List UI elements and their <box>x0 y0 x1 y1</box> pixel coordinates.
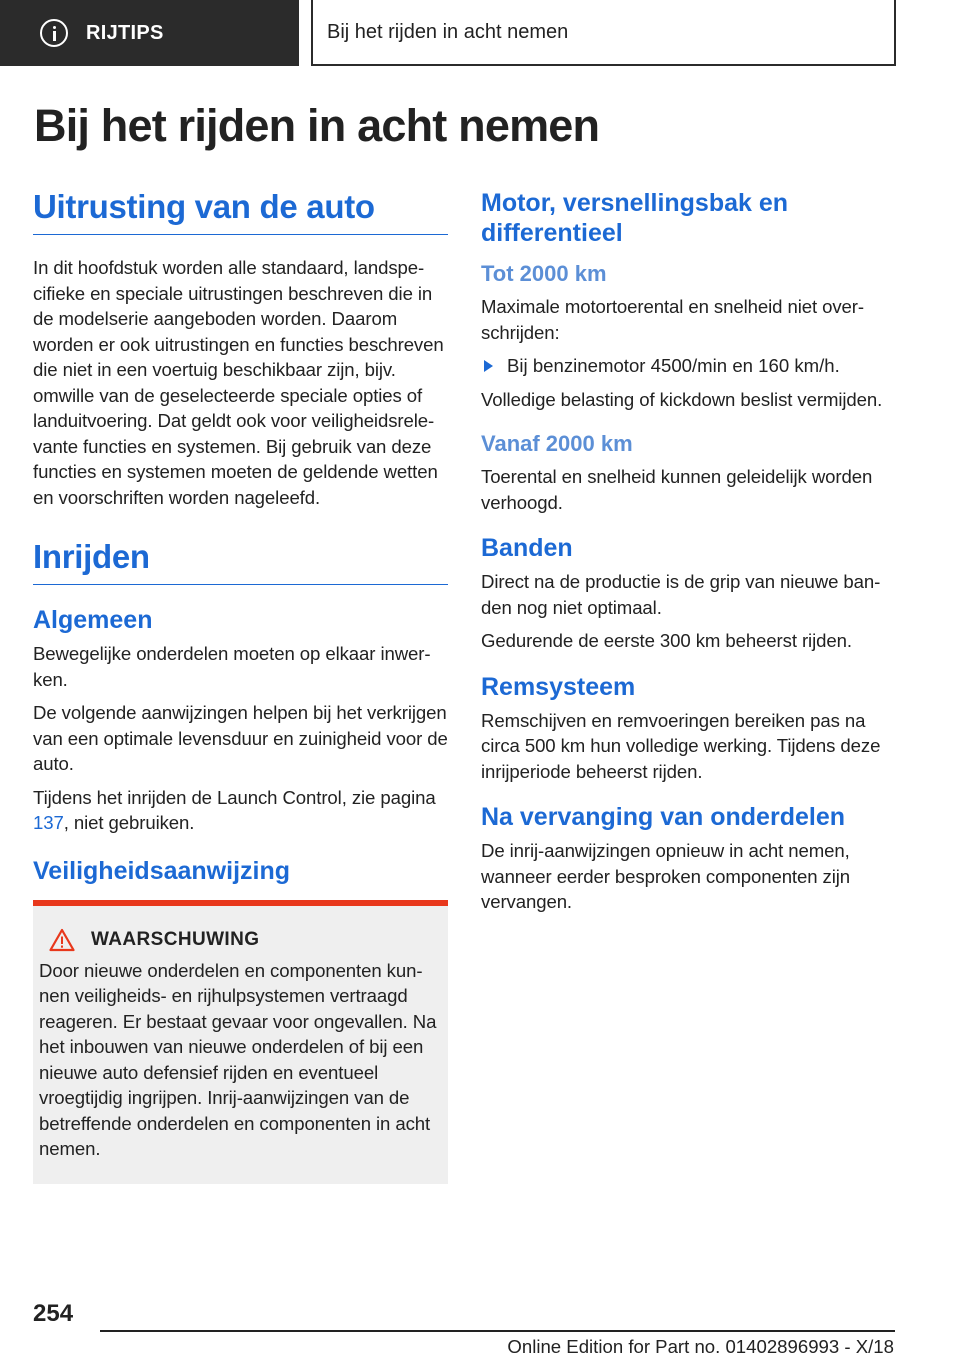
algemeen-p2: De volgende aanwijzingen helpen bij het verkrijgen van een optimale levensduur en zuinigheid voor de auto. <box>33 702 448 774</box>
footer-edition: Online Edition for Part no. 01402896993 - X/18 <box>507 1336 894 1357</box>
heading-banden: Banden <box>481 534 573 562</box>
heading-inrijden: Inrijden <box>33 538 448 585</box>
banden-p1: Direct na de productie is de grip van nieuwe banden nog niet optimaal. <box>481 571 881 618</box>
heading-remsysteem: Remsysteem <box>481 672 636 701</box>
heading-uitrusting: Uitrusting van de auto <box>33 188 448 235</box>
section-label: RIJTIPS <box>86 21 164 44</box>
banden-p2: Gedurende de eerste 300 km beheerst rijden. <box>481 630 852 651</box>
algemeen-p3 <box>33 785 448 836</box>
footer-divider <box>100 1330 895 1332</box>
vervanging-text: De inrij-aanwijzingen opnieuw in acht nemen, wanneer eerder besproken componenten zijn vervangen. <box>481 840 851 912</box>
header-bar <box>0 0 960 66</box>
list-item <box>481 353 896 379</box>
algemeen-p1: Bewegelijke onderdelen moeten op elkaar inwerken. <box>33 643 431 690</box>
heading-veiligheid: Veiligheidsaanwijzing <box>33 856 291 885</box>
heading-motor: Motor, versnellingsbak en differentieel <box>481 189 789 247</box>
vanaf-2000-text: Toerental en snelheid kunnen geleidelijk worden verhoogd. <box>481 466 873 513</box>
heading-algemeen: Algemeen <box>33 606 153 634</box>
page-number: 254 <box>33 1300 74 1327</box>
triangle-bullet-icon <box>484 360 493 372</box>
page-title: Bij het rijden in acht nemen <box>34 100 600 151</box>
p3-after: , niet gebruiken. <box>63 812 195 833</box>
right-column <box>481 188 896 923</box>
info-icon <box>40 19 68 47</box>
warning-triangle-icon <box>49 928 75 952</box>
heading-tot-2000: Tot 2000 km <box>481 261 607 286</box>
topic-label: Bij het rijden in acht nemen <box>327 20 569 43</box>
bullet-text: Bij benzinemotor 4500/min en 160 km/h. <box>507 355 840 376</box>
warning-box <box>33 900 448 1184</box>
p3-before: Tijdens het inrijden de Launch Control, zie pagina <box>33 786 436 808</box>
warning-text: Door nieuwe onderdelen en componenten kunnen veiligheids- en rijhulpsystemen vertraagd reageren. Er bestaat gevaar voor ongevallen. Na het inbouwen van nieuwe onderdelen of bij een nieuwe auto defensief rijden en eventueel vroegtijdig ingrijpen. Inrij-aanwijzingen van de betreffende onderdelen en componenten in acht nemen. <box>39 959 437 1159</box>
kickdown-text: Volledige belasting of kickdown beslist vermijden. <box>481 388 883 410</box>
remsysteem-text: Remschijven en remvoeringen bereiken pas na circa 500 km hun volledige werking. Tijdens deze inrijperiode beheerst rijden. <box>481 709 881 782</box>
topic-tab[interactable] <box>311 0 896 66</box>
tot-2000-text: Maximale motortoerental en snelheid niet overschrijden: <box>481 296 865 343</box>
page-link-137[interactable]: 137 <box>33 812 64 833</box>
heading-vervanging: Na vervanging van onderdelen <box>481 803 845 831</box>
section-tab[interactable] <box>0 0 299 66</box>
warning-title: WAARSCHUWING <box>91 928 260 950</box>
warning-header <box>39 928 438 952</box>
left-column <box>33 188 448 1184</box>
uitrusting-text: In dit hoofdstuk worden alle standaard, landspecifieke en speciale uitrustingen beschreven die in de modelserie aangeboden worden. Daarom worden er ook uitrustingen en functies beschreven die niet in een voertuig beschikbaar zijn, bijv. omwille van de geselecteerde speciale opties of landuitvoering. Dat geldt ook voor veiligheidsrelevante functies en systemen. Bij gebruik van deze functies en systemen moeten de geldende wetten en voorschriften worden nageleefd. <box>33 257 444 508</box>
heading-vanaf-2000: Vanaf 2000 km <box>481 431 633 456</box>
